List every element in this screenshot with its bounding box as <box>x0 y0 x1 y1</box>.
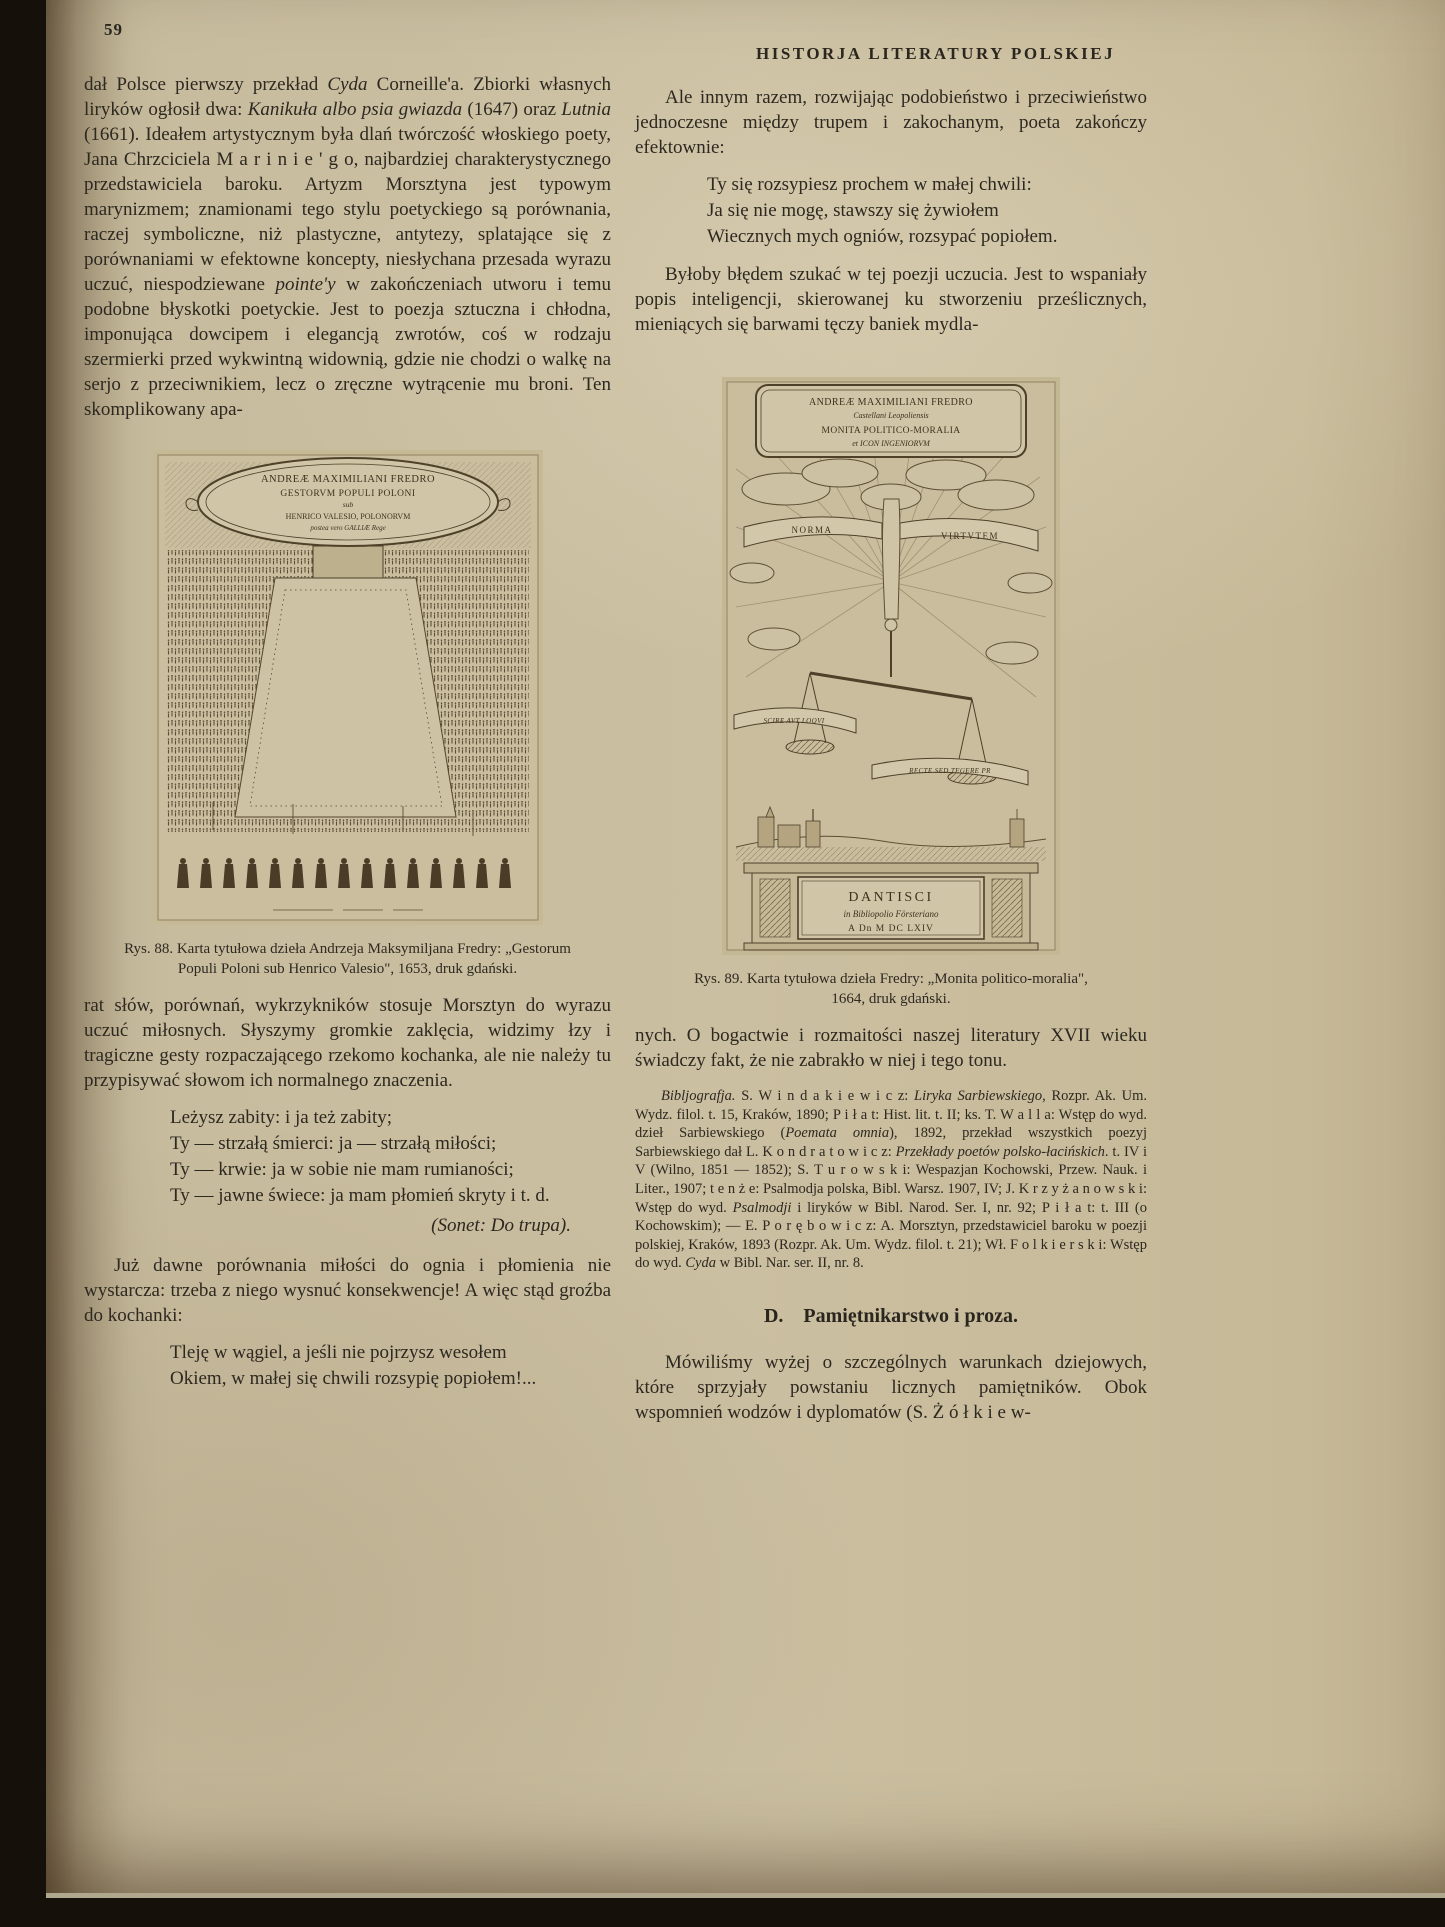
verse-line: Ja się nie mogę, stawszy się żywiołem <box>707 200 999 221</box>
verse-line: Ty — krwie: ja w sobie nie mam rumianości; <box>170 1159 514 1180</box>
gate-building <box>313 546 383 578</box>
column-right <box>635 72 1147 1425</box>
plate-title-line: et ICON INGENIORVM <box>852 439 930 448</box>
figure-88-caption: Rys. 88. Karta tytułowa dzieła Andrzeja Maksymiljana Fredry: „Gestorum Populi Poloni sub Henrico Valesio", 1653, druk gdański. <box>124 941 571 977</box>
section-heading: D. Pamiętnikarstwo i proza. <box>763 1304 1019 1327</box>
verse-quote <box>170 1340 611 1392</box>
page-number: 59 <box>104 20 123 39</box>
pedestal-text-line: A Dn M DC LXIV <box>848 924 934 934</box>
bibliography: Bibljografja. S. W i n d a k i e w i c z: Liryka Sarbiewskiego, Rozpr. Ak. Um. Wydz. filol. t. 15, Kraków, 1890; P i ł a t: Hist. lit. t. II; ks. T. W a l l a: Wstęp do wyd. dzieł Sarbiewskiego (Poemata omnia), 1892, przekład wszystkich poezyj Sarbiewskiego dał L. K o n d r a t o w i c z: Przekłady poetów polsko-łacińskich. t. IV i V (Wilno, 1851 — 1852); S. T u r o w s k i: Wespazjan Kochowski, Przew. Nauk. i Liter., 1907; t e n ż e: Psalmodja polska, Bibl. Warsz. 1907, IV; J. K r z y ż a n o w s k i: Wstęp do wyd. Psalmodji i liryków w Bibl. Narod. Ser. I, nr. 92; P i ł a t: t. III (o Kochowskim); — E. P o r ę b o w i c z: A. Morsztyn, przedstawiciel baroku w poezji polskiej, Kraków, 1893 (Rozpr. Ak. Um. Wydz. filol. t. 21); Wł. F o l k i e r s k i: Wstęp do wyd. Cyda w Bibl. Nar. ser. II, nr. 8. <box>635 1088 1148 1272</box>
engraving-89-plate <box>722 377 1060 955</box>
plate-title-line: HENRICO VALESIO, POLONORVM <box>285 512 410 521</box>
paragraph: Mówiliśmy wyżej o szczególnych warunkach dziejowych, które sprzyjały powstaniu licznych pamiętników. Obok wspomnień wodzów i dyplomatów (S. Ż ó ł k i e w- <box>635 1351 1147 1423</box>
book-page <box>46 0 1445 1893</box>
procession-figures <box>177 858 511 888</box>
engraving-88-plate <box>153 450 543 925</box>
pedestal <box>744 863 1038 950</box>
figure-88 <box>124 450 571 979</box>
verse-attribution: (Sonet: Do trupa). <box>431 1215 571 1236</box>
running-head-title: HISTORJA LITERATURY POLSKIEJ <box>756 44 1116 63</box>
paragraph: dał Polsce pierwszy przekład Cyda Corneille'a. Zbiorki własnych liryków ogłosił dwa: Kanikuła albo psia gwiazda (1647) oraz Lutnia (1661). Ideałem artystycznym była dlań twórczość włoskiego poety, Jana Chrzciciela M a r i n i e ' g o, najbardziej charakterystycznego przedstawiciela baroku. Artyzm Morsztyna jest typowym marynizmem; znamionami tego stylu poetyckiego są porównania, raczej symboliczne, niż plastyczne, antytezy, splatające się z porównaniami w efektowne koncepty, niesłychana przesada wyrazu uczuć, niespodziewane pointe'y w zakończeniach utworu i temu podobne błyskotki poetyckie. Jest to poezja sztuczna i chłodna, imponująca dowcipem i elegancją zwrotów, coś w rodzaju szermierki przed wykwintną widownią, gdzie nie chodzi o walkę na serjo z przeciwnikiem, lecz o zręczne wytrącenie mu broni. Ten skomplikowany apa- <box>84 74 612 420</box>
plate-title-line: sub <box>342 500 353 509</box>
plate-title-line: postea vero GALLIÆ Rege <box>309 524 386 532</box>
pedestal-text-line: DANTISCI <box>848 890 934 905</box>
ribbon-text-left: SCIRE AVT LOQVI <box>763 717 825 725</box>
verse-line: Ty — jawne świece: ja mam płomień skryty i t. d. <box>170 1185 550 1206</box>
verse-line: Ty — strzałą śmierci: ja — strzałą miłości; <box>170 1133 497 1154</box>
plate-title-line: ANDREÆ MAXIMILIANI FREDRO <box>260 474 435 485</box>
paragraph: rat słów, porównań, wykrzykników stosuje Morsztyn do wyrazu uczuć miłosnych. Słyszymy gromkie zaklęcia, widzimy łzy i tragiczne gesty rozpaczającego rzekomo kochanka, ale nie należy tu przypisywać słowom ich normalnego znaczenia. <box>84 995 611 1091</box>
text-columns <box>46 72 1445 1425</box>
page-stack-edge <box>46 1893 1445 1898</box>
plate-title-line: MONITA POLITICO-MORALIA <box>821 426 961 436</box>
paragraph: Już dawne porównania miłości do ognia i płomienia nie wystarcza: trzeba z niego wysnuć konsekwencje! A więc stąd groźba do kochanki: <box>84 1255 611 1326</box>
verse-quote <box>707 172 1147 250</box>
paragraph: Ale innym razem, rozwijając podobieństwo i przeciwieństwo jednoczesne między trupem i zakochanym, poeta zakończy efektownie: <box>635 87 1147 158</box>
verse-line: Tleję w wągiel, a jeśli nie pojrzysz wesołem <box>170 1342 507 1363</box>
running-head <box>46 0 1445 72</box>
plate-title-line: ANDREÆ MAXIMILIANI FREDRO <box>809 397 973 408</box>
verse-line: Wiecznych mych ogniów, rozsypać popiołem. <box>707 226 1058 247</box>
figure-89 <box>694 377 1088 1009</box>
verse-line: Okiem, w małej się chwili rozsypię popiołem!... <box>170 1368 537 1389</box>
verse-quote <box>170 1105 611 1239</box>
paragraph: nych. O bogactwie i rozmaitości naszej literatury XVII wieku świadczy fakt, że nie zabrakło w niej i tego tonu. <box>635 1025 1147 1071</box>
banner-text-right: VIRTVTEM <box>941 531 999 541</box>
banner-text-left: NORMA <box>791 525 833 535</box>
plate-title-line: Castellani Leopoliensis <box>853 411 929 420</box>
paragraph: Byłoby błędem szukać w tej poezji uczucia. Jest to wspaniały popis inteligencji, skierowanej ku stworzeniu prześlicznych, mieniących się barwami tęczy baniek mydla- <box>635 264 1147 335</box>
ribbon-text-right: RECTE SED TEGERE PR <box>909 767 991 775</box>
plate-title-line: GESTORVM POPULI POLONI <box>279 489 416 499</box>
column-left <box>84 72 611 1425</box>
verse-line: Ty się rozsypiesz prochem w małej chwili: <box>707 174 1032 195</box>
verse-line: Leżysz zabity: i ja też zabity; <box>170 1107 393 1128</box>
figure-89-caption: Rys. 89. Karta tytułowa dzieła Fredry: „Monita politico-moralia", 1664, druk gdański. <box>694 971 1088 1007</box>
pedestal-text-line: in Bibliopolio Försteriano <box>843 909 939 919</box>
